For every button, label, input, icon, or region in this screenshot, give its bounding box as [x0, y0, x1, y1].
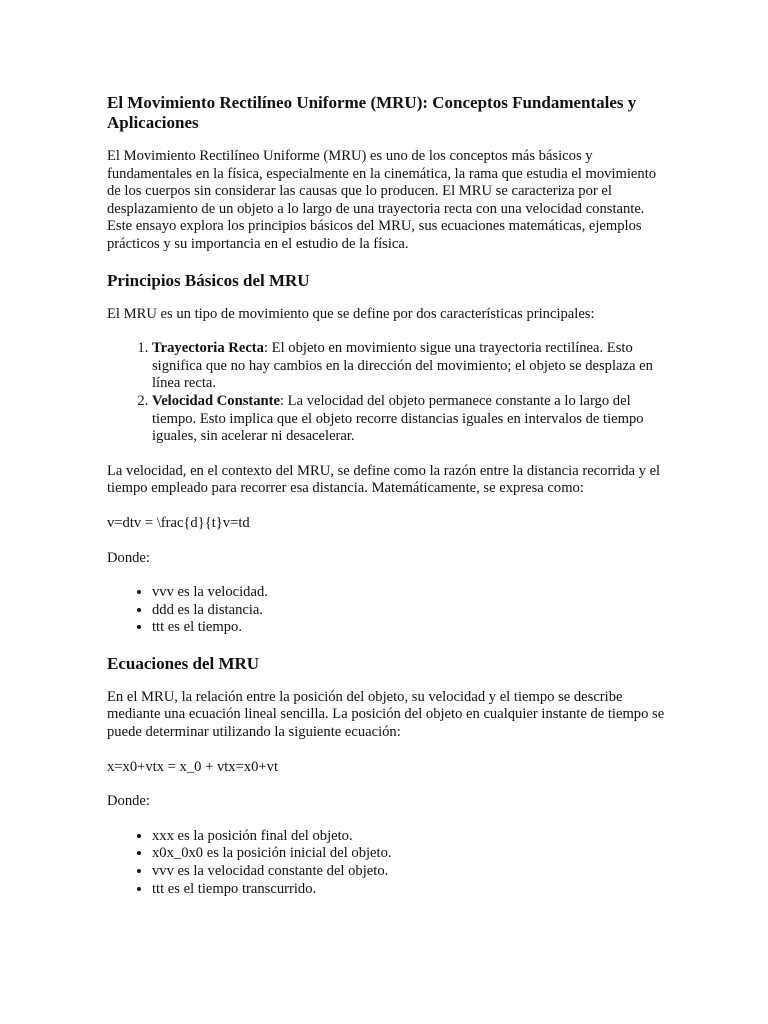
principio-item: [152, 340, 667, 393]
principio-text: : El objeto en movimiento sigue una trayectoria rectilínea. Esto significa que no hay cambios en la dirección del movimiento; el objeto se desplaza en línea recta.: [152, 340, 653, 392]
variable-item: • ddd es la distancia.: [152, 602, 667, 620]
document-title: El Movimiento Rectilíneo Uniforme (MRU): Conceptos Fundamentales y Aplicaciones: [107, 93, 637, 132]
section-heading-ecuaciones: Ecuaciones del MRU: [107, 653, 260, 673]
variable-item: • vvv es la velocidad.: [152, 584, 667, 602]
variable-item: • ttt es el tiempo.: [152, 619, 667, 637]
ecuaciones-lead: En el MRU, la relación entre la posición del objeto, su velocidad y el tiempo se describe mediante una ecuación lineal sencilla. La posición del objeto en cualquier instante de tiempo se puede determinar utilizando la siguiente ecuación:: [107, 688, 665, 741]
principio-term: Trayectoria Recta: [152, 340, 264, 357]
velocity-formula: v=dtv = \frac{d}{t}v=td: [107, 514, 250, 531]
variable-item: • xxx es la posición final del objeto.: [152, 828, 667, 846]
position-formula: x=x0+vtx = x_0 + vtx=x0+vt: [107, 758, 278, 775]
principios-list: [107, 340, 667, 446]
variable-item: • x0x_0x0 es la posición inicial del objeto.: [152, 845, 667, 863]
donde-label: Donde:: [107, 549, 150, 566]
variables-list: [107, 584, 667, 637]
variable-item: • ttt es el tiempo transcurrido.: [152, 881, 667, 899]
position-variables-list: [107, 828, 667, 898]
principios-lead: El MRU es un tipo de movimiento que se define por dos características principales:: [107, 305, 595, 322]
velocity-paragraph: La velocidad, en el contexto del MRU, se define como la razón entre la distancia recorrida y el tiempo empleado para recorrer esa distancia. Matemáticamente, se expresa como:: [107, 462, 661, 497]
section-heading-principios: Principios Básicos del MRU: [107, 270, 310, 290]
document-content: [107, 93, 667, 915]
principio-term: Velocidad Constante: [152, 392, 280, 409]
principio-item: [152, 393, 667, 446]
principio-text: : La velocidad del objeto permanece constante a lo largo del tiempo. Esto implica que el objeto recorre distancias iguales en intervalos de tiempo iguales, sin acelerar ni desacelerar.: [152, 392, 644, 445]
variable-item: • vvv es la velocidad constante del objeto.: [152, 863, 667, 881]
donde-label: Donde:: [107, 793, 150, 810]
intro-paragraph: El Movimiento Rectilíneo Uniforme (MRU) es uno de los conceptos más básicos y fundamentales en la física, especialmente en la cinemática, la rama que estudia el movimiento de los cuerpos sin considerar las causas que lo producen. El MRU se caracteriza por el desplazamiento de un objeto a lo largo de una trayectoria recta con una velocidad constante. Este ensayo explora los principios básicos del MRU, sus ecuaciones matemáticas, ejemplos prácticos y su importancia en el estudio de la física.: [107, 148, 657, 252]
